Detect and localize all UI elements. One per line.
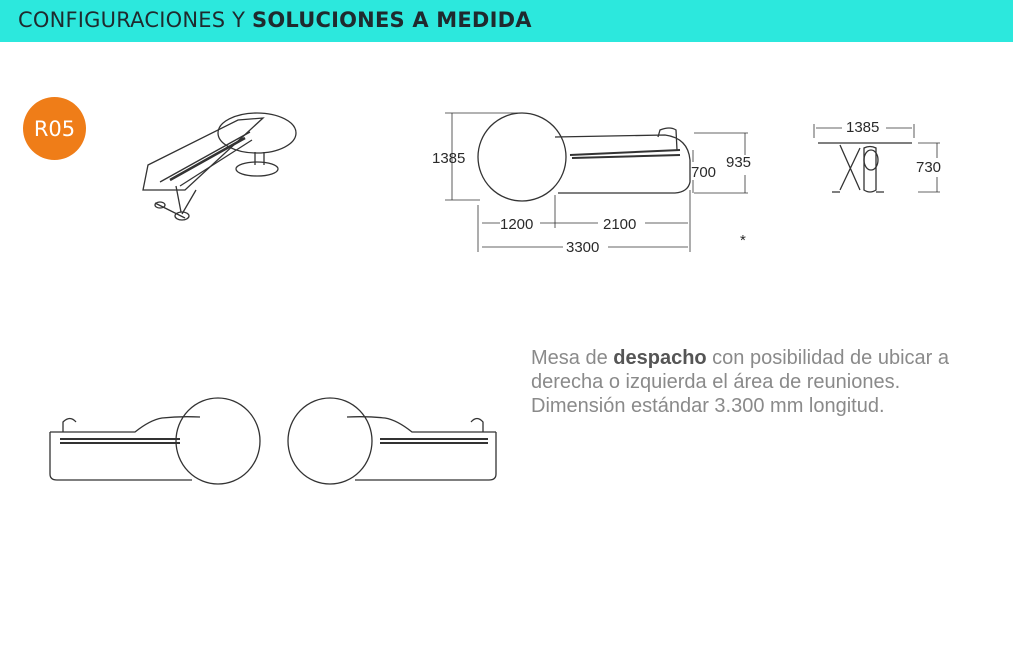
description-bold: despacho <box>613 347 707 369</box>
plan-depth-total-label: 1385 <box>432 150 466 167</box>
left-configuration-drawing <box>50 398 260 484</box>
plan-depth-desk-label: 700 <box>691 164 717 181</box>
plan-desk-width-label: 2100 <box>603 216 637 233</box>
perspective-drawing <box>143 113 296 220</box>
plan-table-width-label: 1200 <box>500 216 534 233</box>
plan-height-right-label: 935 <box>726 154 752 171</box>
description-part1: Mesa de <box>531 347 614 369</box>
plan-dimension-lines <box>445 113 748 252</box>
elevation-height-label: 730 <box>916 159 942 176</box>
model-badge-label: R05 <box>33 116 76 141</box>
product-description <box>531 346 991 418</box>
description-part2: con posibilidad de ubicar a derecha o izquierda el área de reuniones. Dimensión estándar 3.300 mm longitud. <box>531 347 950 417</box>
plan-view-drawing <box>478 113 690 201</box>
elevation-width-label: 1385 <box>846 119 880 136</box>
title-regular: CONFIGURACIONES Y <box>18 8 253 32</box>
title-bold: SOLUCIONES A MEDIDA <box>252 8 532 32</box>
right-configuration-drawing <box>288 398 496 484</box>
plan-total-width-label: 3300 <box>566 239 600 256</box>
plan-asterisk: * <box>740 232 746 249</box>
